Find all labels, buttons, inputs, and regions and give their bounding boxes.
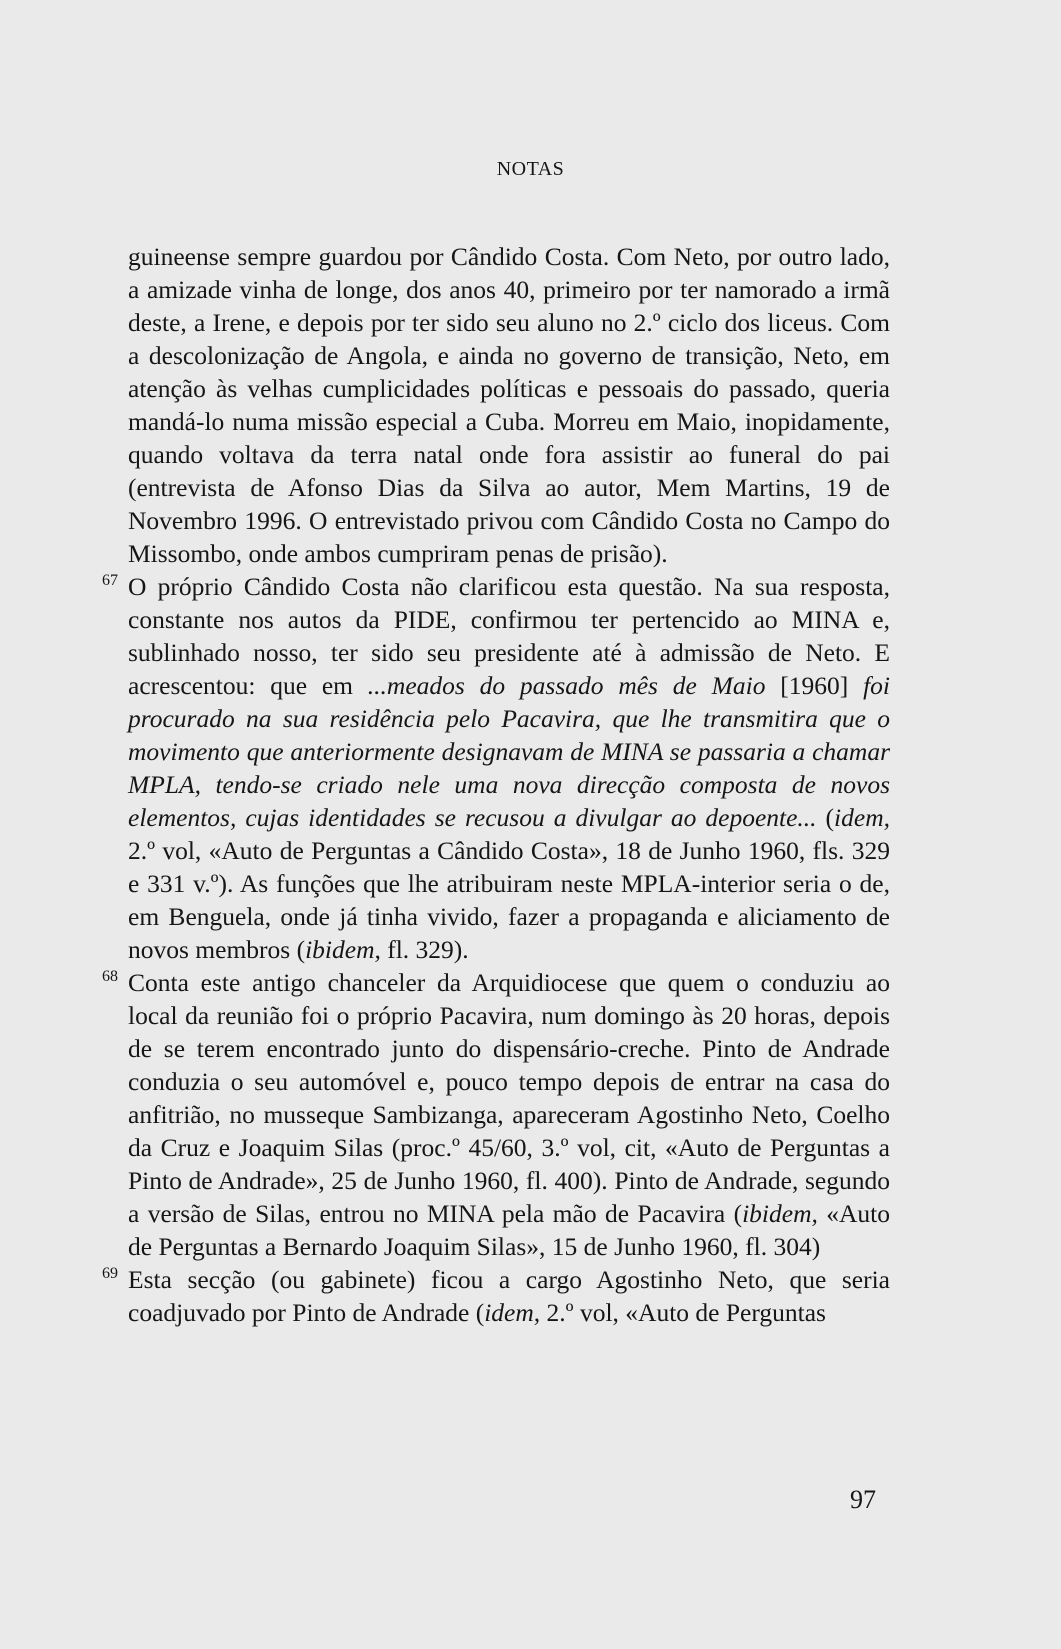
footnote-text: [128, 966, 890, 1263]
text-run: Esta secção (ou gabinete) ficou a cargo Agostinho Neto, que seria coadjuvado por Pinto de Andrade (: [128, 1265, 890, 1327]
continued-note-paragraph: guineense sempre guardou por Cândido Costa. Com Neto, por outro lado, a amizade vinha de longe, dos anos 40, primeiro por ter namorado a irmã deste, a Irene, e depois por ter sido seu aluno no 2.º ciclo dos liceus. Com a descolonização de Angola, e ainda no governo de transição, Neto, em atenção às velhas cumplicidades políticas e pessoais do passado, queria mandá-lo numa missão especial a Cuba. Morreu em Maio, inopidamente, quando voltava da terra natal onde fora assistir ao funeral do pai (entrevista de Afonso Dias da Silva ao autor, Mem Martins, 19 de Novembro 1996. O entrevistado privou com Cândido Costa no Campo do Missombo, onde ambos cumpriram penas de prisão).: [128, 242, 890, 568]
text-run: O próprio Cândido Costa não clarificou esta questão. Na sua resposta, constante nos autos da PIDE, confirmou ter pertencido ao MINA e, sublinhado nosso, ter sido seu presidente até à admissão de Neto. E acrescentou: que em: [128, 572, 890, 700]
footnote-text: [128, 1263, 890, 1329]
text-run: [1960]: [765, 671, 864, 700]
footnote-number: 69: [102, 1265, 118, 1282]
footnotes-text: [102, 240, 891, 1329]
text-run: fl. 329).: [380, 935, 469, 964]
italic-run: foi procurado na sua residência pelo Pacavira, que lhe transmitira que o movimento que anteriormente designavam de MINA se passaria a chamar MPLA, tendo-se criado nele uma nova direcção composta de novos elementos, cujas identidades se recusou a divulgar ao depoente...: [128, 671, 890, 832]
text-run: «Auto de Perguntas a Bernardo Joaquim Silas», 15 de Junho 1960, fl. 304): [128, 1199, 891, 1261]
italic-run: ibidem,: [305, 935, 381, 964]
footnote-text: [128, 570, 890, 966]
text-run: 2.º vol, «Auto de Perguntas: [540, 1298, 826, 1327]
italic-run: idem,: [484, 1298, 541, 1327]
text-run: (: [816, 803, 835, 832]
running-header: NOTAS: [496, 158, 565, 180]
footnote-69: [102, 1263, 890, 1329]
footnote-68: [102, 966, 891, 1263]
page-number: 97: [850, 1485, 876, 1514]
italic-run: ...meados do passado mês de Maio: [367, 671, 766, 700]
footnote-number: 67: [102, 572, 118, 589]
text-run: 2.º vol, «Auto de Perguntas a Cândido Costa», 18 de Junho 1960, fls. 329 e 331 v.º). As funções que lhe atribuiram neste MPLA-interior seria o de, em Benguela, onde já tinha vivido, fazer a propaganda e aliciamento de novos membros (: [128, 836, 890, 964]
italic-run: ibidem,: [742, 1199, 818, 1228]
footnote-67: [102, 570, 890, 966]
text-run: Conta este antigo chanceler da Arquidiocese que quem o conduziu ao local da reunião foi o próprio Pacavira, num domingo às 20 horas, depois de se terem encontrado junto do dispensário-creche. Pinto de Andrade conduzia o seu automóvel e, pouco tempo depois de entrar na casa do anfitrião, no musseque Sambizanga, apareceram Agostinho Neto, Coelho da Cruz e Joaquim Silas (proc.º 45/60, 3.º vol, cit, «Auto de Perguntas a Pinto de Andrade», 25 de Junho 1960, fl. 400). Pinto de Andrade, segundo a versão de Silas, entrou no MINA pela mão de Pacavira (: [128, 968, 890, 1228]
footnote-number: 68: [102, 968, 118, 985]
italic-run: idem,: [834, 803, 890, 832]
